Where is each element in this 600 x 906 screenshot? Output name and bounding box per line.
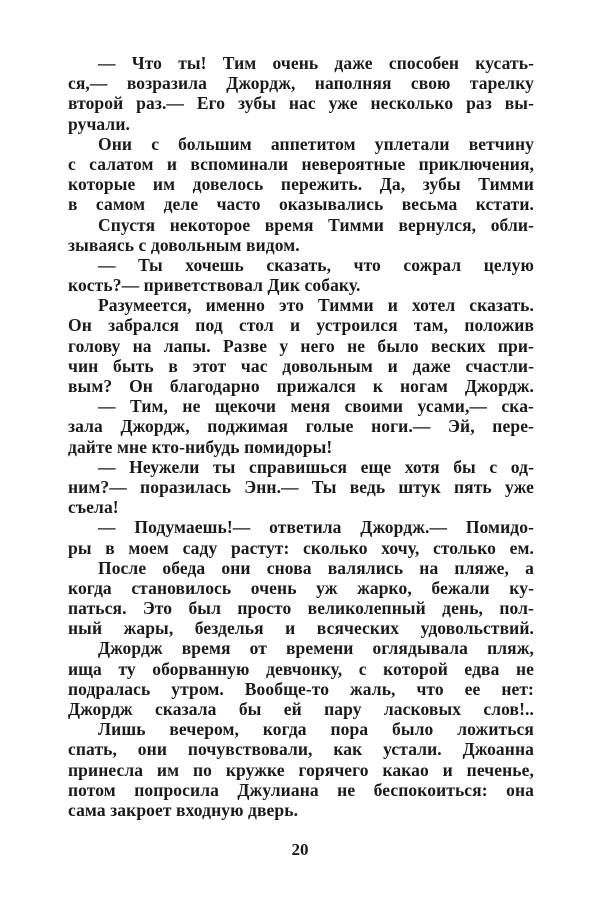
paragraph: [68, 295, 534, 396]
text-line: Они с большим аппетитом уплетали ветчину: [98, 133, 534, 154]
text-line: ручали.: [68, 113, 131, 134]
text-line: которые им довелось пережить. Да, зубы Тимми: [68, 174, 534, 195]
text-line: зываясь с довольным видом.: [68, 234, 300, 255]
text-line: Разумеется, именно это Тимми и хотел сказать.: [98, 295, 534, 316]
text-line: дайте мне кто-нибудь помидоры!: [68, 436, 333, 457]
text-line: Лишь вечером, когда пора было ложиться: [98, 719, 534, 740]
paragraph: [68, 638, 534, 719]
text-line: с салатом и вспоминали невероятные приключения,: [68, 153, 534, 174]
paragraph: [68, 558, 534, 639]
text-line: когда становилось очень уж жарко, бежали ку-: [68, 577, 534, 598]
text-line: Спустя некоторое время Тимми вернулся, обли-: [98, 214, 534, 235]
text-line: вым? Он благодарно прижался к ногам Джордж.: [68, 376, 534, 396]
text-line: принесла им по кружке горячего какао и печенье,: [68, 759, 534, 780]
text-line: сама закроет входную дверь.: [68, 799, 299, 820]
text-line: паться. Это был просто великолепный день, пол-: [68, 598, 534, 619]
text-line: кость?— приветствовал Дик собаку.: [68, 275, 361, 296]
paragraph: [68, 215, 534, 255]
paragraph: [68, 517, 534, 557]
page-number: 20: [291, 840, 309, 859]
text-line: голову на лапы. Разве у него не было веских при-: [68, 335, 534, 356]
text-line: в самом деле часто оказывались весьма кстати.: [68, 194, 534, 215]
text-line: Джордж сказала бы ей пару ласковых слов!..: [68, 699, 534, 719]
text-line: ся,— возразила Джордж, наполняя свою тарелку: [68, 73, 534, 94]
text-line: После обеда они снова валялись на пляже, а: [98, 557, 534, 578]
text-line: — Ты хочешь сказать, что сожрал целую: [98, 254, 534, 275]
text-line: зала Джордж, поджимая голые ноги.— Эй, пере-: [68, 416, 534, 437]
paragraph: [68, 719, 534, 820]
page-text: [68, 53, 534, 820]
text-line: Джордж время от времени оглядывала пляж,: [98, 638, 534, 659]
text-line: — Тим, не щекочи меня своими усами,— ска-: [98, 396, 534, 417]
text-line: второй раз.— Его зубы нас уже несколько раз вы-: [68, 93, 534, 114]
text-line: — Подумаешь!— ответила Джордж.— Помидо-: [98, 517, 534, 538]
text-line: Он забрался под стол и устроился там, положив: [68, 315, 534, 336]
paragraph: [68, 457, 534, 518]
text-line: ный жары, безделья и всяческих удовольствий.: [68, 618, 534, 639]
text-line: ры в моем саду растут: сколько хочу, столько ем.: [68, 537, 534, 558]
paragraph: [68, 396, 534, 457]
text-line: съела!: [68, 497, 119, 518]
text-line: потом попросила Джулиана не беспокоиться: она: [68, 779, 534, 800]
paragraph: [68, 53, 534, 134]
paragraph: [68, 134, 534, 215]
text-line: чин быть в этот час довольным и даже счастли-: [68, 355, 534, 376]
text-line: — Неужели ты справишься еще хотя бы с од-: [98, 456, 534, 477]
text-line: подралась утром. Вообще-то жаль, что ее нет:: [68, 678, 534, 699]
text-line: ища ту оборванную девчонку, с которой едва не: [68, 658, 534, 679]
text-line: ним?— поразилась Энн.— Ты ведь штук пять уже: [68, 476, 534, 497]
paragraph: [68, 255, 534, 295]
text-line: спать, они почувствовали, как устали. Джоанна: [68, 739, 534, 760]
text-line: — Что ты! Тим очень даже способен кусать-: [98, 53, 534, 73]
